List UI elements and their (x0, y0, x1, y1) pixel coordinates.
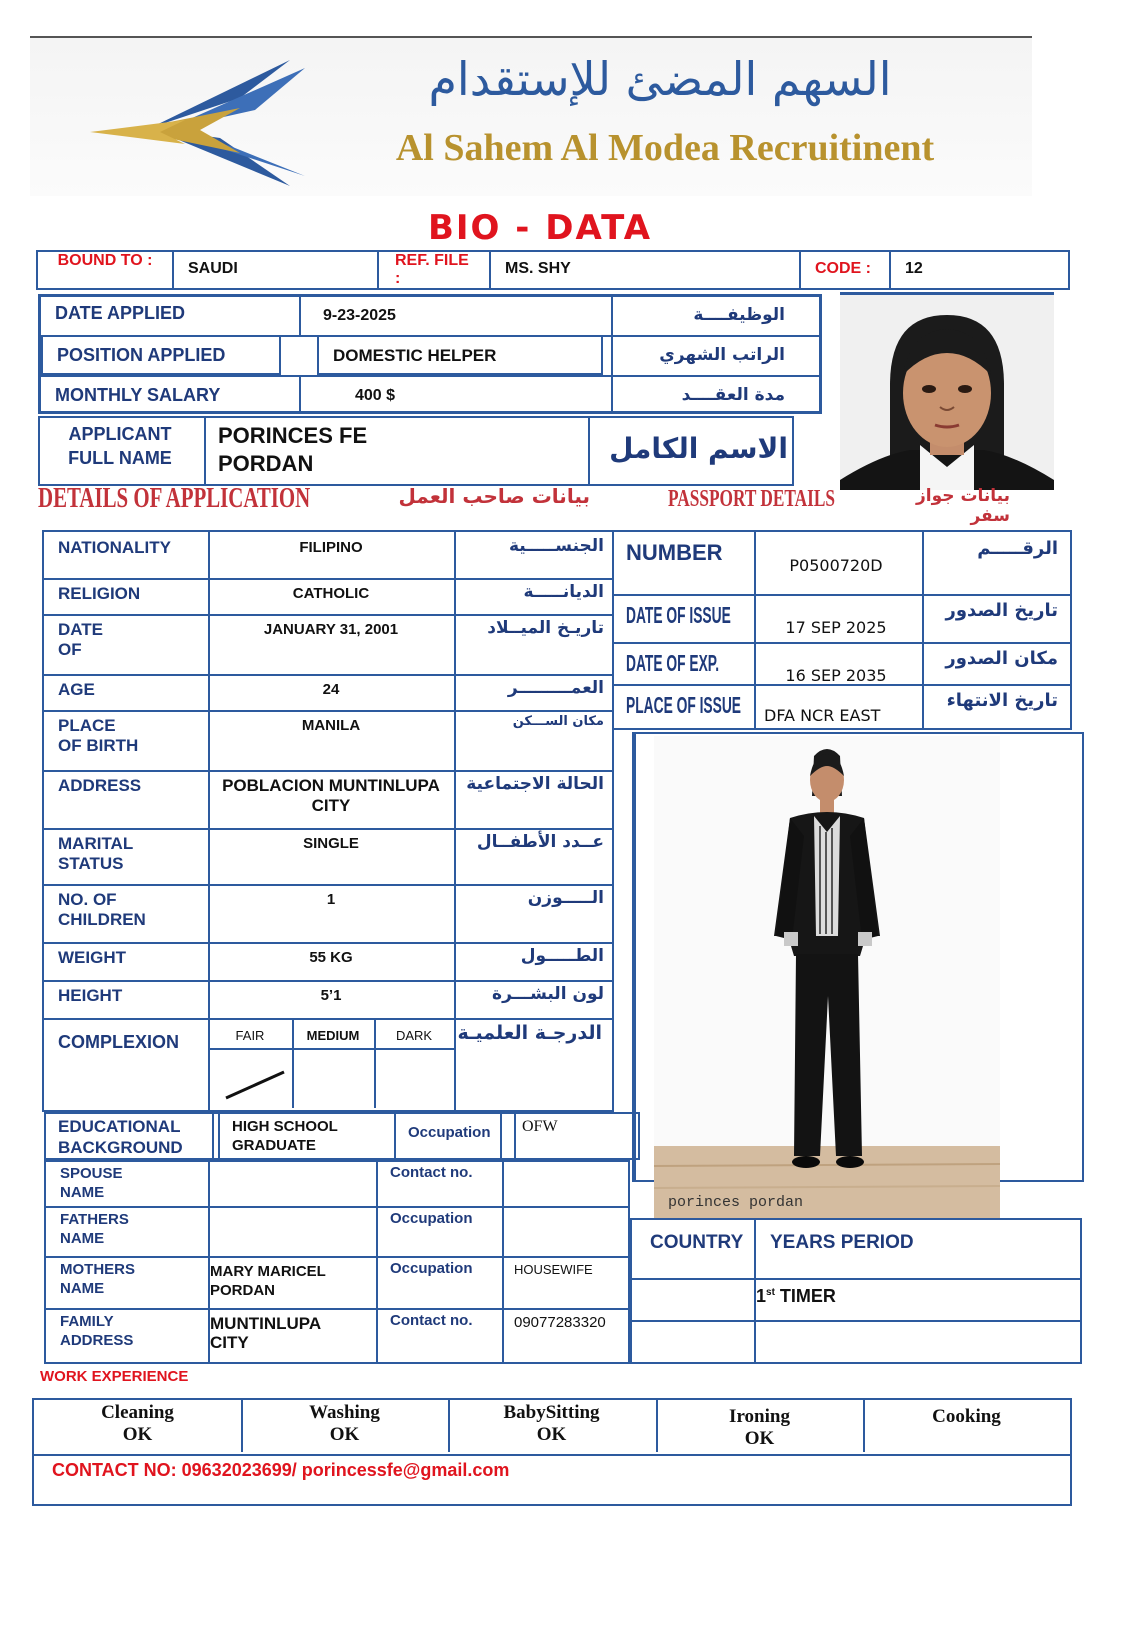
full-name-value: PORINCES FE PORDAN (204, 418, 588, 484)
full-name-label: APPLICANT FULL NAME (68, 424, 172, 468)
complexion-ar: الدرجـة العلميـة (457, 1022, 602, 1044)
detail-label: WEIGHT (58, 948, 126, 967)
detail-label: RELIGION (58, 584, 141, 603)
skill-name: BabySitting (503, 1402, 600, 1423)
education-value: HIGH SCHOOL GRADUATE (232, 1118, 338, 1154)
applicant-full-body-photo (654, 736, 1000, 1218)
skills-table (32, 1398, 1072, 1506)
family-label: FAMILY ADDRESS (60, 1313, 134, 1349)
ref-file-label: REF. FILE : (377, 252, 489, 288)
passport-value: DFA NCR EAST (764, 706, 881, 725)
family-value: MUNTINLUPA CITY (210, 1314, 322, 1352)
passport-label: DATE OF EXP. (626, 650, 720, 676)
detail-label: NO. OF CHILDREN (58, 890, 146, 929)
passport-label: NUMBER (626, 540, 723, 565)
detail-value: FILIPINO (299, 539, 363, 556)
skill-status: OK (122, 1424, 153, 1445)
country-label: COUNTRY (650, 1232, 744, 1253)
bound-to-value: SAUDI (172, 252, 377, 288)
family-field-value: HOUSEWIFE (514, 1262, 593, 1277)
detail-value: 1 (326, 891, 336, 908)
date-applied-value: 9-23-2025 (299, 297, 611, 335)
detail-ar: مكان الســـكن (512, 714, 604, 729)
detail-value: JANUARY 31, 2001 (263, 621, 399, 638)
detail-ar: تاريـخ الميــلاد (487, 618, 604, 638)
passport-ar: مكان الصدور (945, 648, 1058, 669)
detail-label: PLACE OF BIRTH (58, 716, 139, 755)
skill-cell (34, 1402, 241, 1446)
ref-file-value: MS. SHY (489, 252, 799, 288)
family-field-label: Occupation (390, 1260, 473, 1277)
passport-value: 17 SEP 2025 (785, 618, 887, 637)
skill-cell (656, 1406, 863, 1450)
detail-label: HEIGHT (58, 986, 123, 1005)
arrow-logo-icon (90, 58, 330, 188)
job-info-block (38, 294, 822, 414)
details-header: DETAILS OF APPLICATION (38, 482, 311, 514)
position-applied-label: POSITION APPLIED (41, 335, 281, 375)
passport-header: PASSPORT DETAILS (668, 486, 835, 512)
skill-status: OK (329, 1424, 360, 1445)
monthly-salary-ar: مدة العقــــد (611, 375, 821, 411)
monthly-salary-label: MONTHLY SALARY (55, 385, 221, 405)
education-occupation-value: OFW (522, 1118, 558, 1135)
passport-value: P0500720D (789, 556, 883, 575)
bound-to-label: BOUND TO : (57, 252, 153, 269)
complexion-label: COMPLEXION (58, 1032, 180, 1052)
detail-ar: عــدد الأطفــال (476, 832, 604, 852)
detail-ar: الجنســـــية (508, 536, 604, 556)
skill-status: OK (536, 1424, 567, 1445)
experience-table (630, 1218, 1082, 1364)
skill-name: Cooking (932, 1406, 1001, 1427)
detail-label: NATIONALITY (58, 538, 172, 557)
detail-value: 5’1 (320, 987, 342, 1004)
complexion-fair: FAIR (235, 1028, 265, 1043)
passport-value: 16 SEP 2035 (785, 666, 887, 685)
passport-ar: الرقـــــم (977, 538, 1058, 559)
position-applied-ar: الراتب الشهري (611, 335, 821, 375)
detail-value: POBLACION MUNTINLUPA CITY (222, 776, 440, 815)
detail-value: 55 KG (309, 949, 353, 966)
detail-ar: الحالة الاجتماعية (466, 774, 604, 794)
complexion-check-mark (220, 1064, 290, 1104)
skill-name: Ironing (729, 1406, 790, 1427)
full-name-ar: الاسم الكامل (588, 418, 792, 484)
employer-header-ar: بيانات صاحب العمل (398, 484, 590, 508)
detail-value: SINGLE (303, 835, 359, 852)
complexion-medium: MEDIUM (306, 1028, 360, 1043)
detail-label: AGE (58, 680, 95, 699)
complexion-dark: DARK (395, 1028, 433, 1043)
date-applied-label: DATE APPLIED (55, 303, 186, 323)
full-name-row (38, 416, 794, 486)
detail-value: MANILA (301, 717, 361, 734)
detail-ar: لون البشـــرة (492, 984, 604, 1004)
family-label: SPOUSE NAME (60, 1165, 123, 1201)
detail-label: DATE OF (58, 620, 104, 659)
education-occupation-label: Occupation (408, 1124, 491, 1141)
applicant-face-photo (840, 292, 1054, 490)
family-field-label: Occupation (390, 1210, 473, 1227)
detail-value: 24 (322, 681, 340, 698)
skill-status: OK (744, 1428, 775, 1449)
detail-ar: الطـــــول (520, 946, 604, 966)
code-value: 12 (889, 252, 1068, 288)
detail-ar: الـــــوزن (527, 888, 604, 908)
detail-value: CATHOLIC (292, 585, 370, 602)
passport-label: PLACE OF ISSUE (626, 692, 742, 718)
family-field-value: 09077283320 (514, 1314, 606, 1331)
passport-label: DATE OF ISSUE (626, 602, 731, 628)
detail-label: ADDRESS (58, 776, 142, 795)
company-english-name: Al Sahem Al Modea Recruitinent (395, 127, 935, 169)
first-timer-value: 1st TIMER (756, 1286, 836, 1306)
skill-cell (863, 1406, 1070, 1428)
code-label: CODE : (799, 252, 889, 288)
family-label: MOTHERS NAME (60, 1261, 135, 1297)
position-applied-value: DOMESTIC HELPER (317, 335, 603, 375)
family-value: MARY MARICEL PORDAN (210, 1263, 326, 1299)
header-row (36, 250, 1070, 290)
work-experience-title: WORK EXPERIENCE (40, 1368, 189, 1385)
passport-header-ar: بيانات جواز سفر (916, 486, 1010, 526)
years-period-label: YEARS PERIOD (770, 1232, 914, 1253)
company-arabic-name: السهم المضئ للإستقدام (428, 52, 892, 106)
detail-ar: الديانـــــة (523, 582, 604, 602)
date-applied-ar: الوظيفــــة (611, 297, 821, 335)
passport-ar: تاريخ الصدور (945, 600, 1058, 621)
contact-line: CONTACT NO: 09632023699/ porincessfe@gmail.com (52, 1460, 510, 1480)
detail-label: MARITAL STATUS (58, 834, 134, 873)
family-field-label: Contact no. (390, 1164, 473, 1181)
education-row (44, 1112, 640, 1160)
skill-name: Washing (309, 1402, 380, 1423)
skill-cell (241, 1402, 448, 1446)
page-title: BIO - DATA (427, 208, 653, 248)
complexion-row (44, 1018, 612, 1110)
passport-ar: تاريخ الانتهاء (946, 690, 1058, 711)
monthly-salary-value: 400 $ (299, 375, 611, 411)
family-field-label: Contact no. (390, 1312, 473, 1329)
photo-caption: porinces pordan (668, 1194, 804, 1211)
detail-ar: العمـــــــــر (507, 678, 604, 698)
family-label: FATHERS NAME (60, 1211, 129, 1247)
skill-cell (448, 1402, 655, 1446)
logo-banner (30, 36, 1032, 196)
education-label: EDUCATIONAL BACKGROUND (58, 1117, 183, 1157)
skill-name: Cleaning (101, 1402, 174, 1423)
